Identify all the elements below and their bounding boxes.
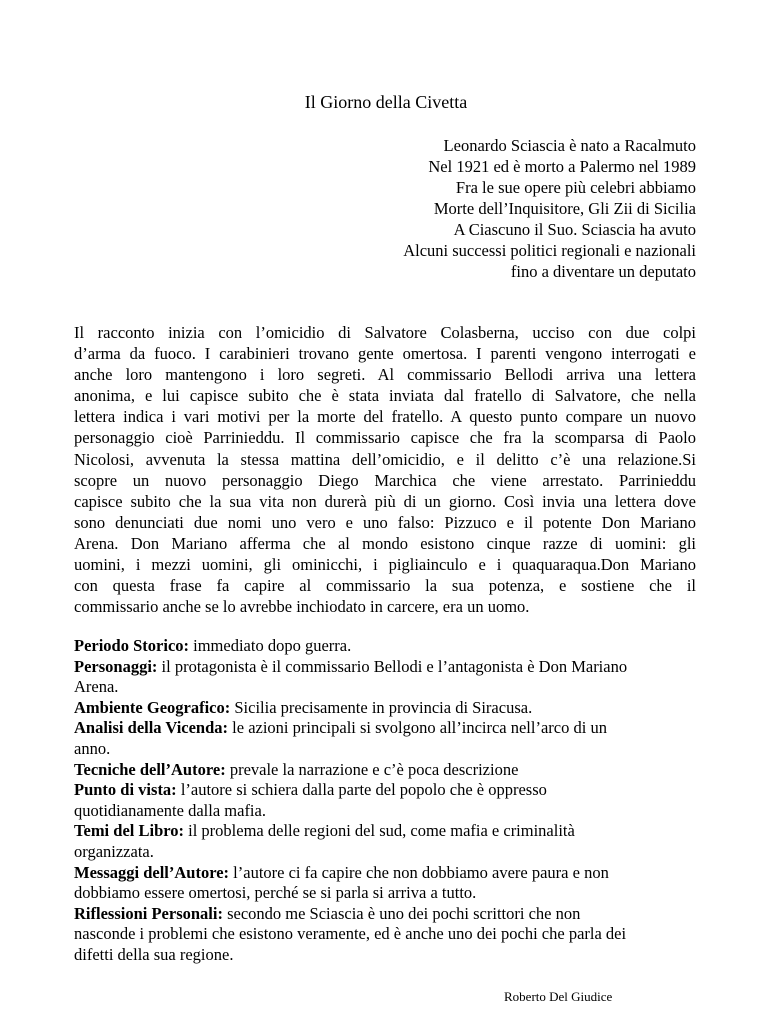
field-messaggi-autore (74, 863, 696, 884)
field-value: le azioni principali si svolgono all’incirca nell’arco di un (228, 718, 607, 738)
intro-line: A Ciascuno il Suo. Sciascia ha avuto (453, 220, 696, 239)
field-temi-libro-cont: organizzata. (74, 841, 154, 861)
field-analisi-vicenda-cont: anno. (74, 738, 111, 758)
document-title: Il Giorno della Civetta (304, 92, 468, 112)
story-line: Nicolosi, avvenuta la stessa mattina dell’omicidio, e il delitto c’è una relazione.Si (74, 449, 696, 469)
story-line: anonima, e lui capisce subito che è stata inviata dal fratello di Salvatore, che nella (74, 386, 696, 406)
field-value: l’autore ci fa capire che non dobbiamo avere paura e non (229, 862, 609, 882)
field-punto-di-vista (74, 780, 696, 801)
story-line: Arena. Don Mariano afferma che al mondo esistono cinque razze di uomini: gli (74, 533, 696, 553)
story-line: capisce subito che la sua vita non durerà più di un giorno. Così invia una lettera dove (74, 491, 696, 511)
field-label: Tecniche dell’Autore: (74, 759, 226, 779)
field-tecniche-autore (74, 760, 696, 781)
field-personaggi (74, 657, 696, 678)
author-signature: Roberto Del Giudice (504, 989, 613, 1004)
field-value: l’autore si schiera dalla parte del popolo che è oppresso (176, 780, 547, 800)
field-analisi-vicenda (74, 718, 696, 739)
field-messaggi-autore-cont: dobbiamo essere omertosi, perché se si parla si arriva a tutto. (74, 883, 477, 903)
field-value: secondo me Sciascia è uno dei pochi scrittori che non (222, 903, 581, 923)
field-label: Periodo Storico: (74, 636, 190, 655)
story-line: commissario anche se lo avrebbe inchiodato in carcere, era un uomo. (74, 597, 530, 617)
story-line: lettera indica i vari motivi per la morte del fratello. A questo punto compare un nuovo (74, 407, 696, 427)
field-label: Riflessioni Personali: (74, 903, 223, 923)
field-temi-libro (74, 821, 696, 842)
field-personaggi-cont: Arena. (74, 677, 119, 697)
analysis-fields (74, 636, 696, 966)
story-line: scopre un nuovo personaggio Diego Marchica che viene arrestato. Parrinieddu (74, 470, 696, 490)
story-summary (74, 322, 696, 617)
field-value: il problema delle regioni del sud, come mafia e criminalità (184, 821, 575, 841)
field-label: Ambiente Geografico: (74, 697, 231, 717)
story-line: personaggio cioè Parrinieddu. Il commissario capisce che fra la scomparsa di Paolo (74, 428, 696, 448)
field-label: Messaggi dell’Autore: (74, 862, 230, 882)
intro-line: fino a diventare un deputato (510, 262, 696, 281)
field-label: Punto di vista: (74, 780, 177, 800)
story-line: con questa frase fa capire al commissario la sua potenza, e sostiene che il (74, 576, 696, 596)
field-label: Personaggi: (74, 656, 158, 676)
field-riflessioni-personali-cont: difetti della sua regione. (74, 944, 234, 964)
story-line: uomini, i mezzi uomini, gli ominicchi, i pigliainculo e i quaquaraqua.Don Mariano (74, 555, 696, 575)
field-riflessioni-personali-cont: nasconde i problemi che esistono veramente, ed è anche uno dei pochi che parla dei (74, 924, 627, 944)
field-value: Sicilia precisamente in provincia di Siracusa. (230, 697, 533, 717)
story-line: anche loro mantengono i loro segreti. Al commissario Bellodi arriva una lettera (74, 365, 696, 385)
field-ambiente-geografico (74, 698, 696, 719)
intro-line: Leonardo Sciascia è nato a Racalmuto (443, 136, 696, 155)
intro-line: Morte dell’Inquisitore, Gli Zii di Sicilia (433, 199, 696, 218)
field-value: immediato dopo guerra. (189, 636, 352, 655)
intro-line: Nel 1921 ed è morto a Palermo nel 1989 (428, 157, 696, 176)
field-riflessioni-personali (74, 904, 696, 925)
field-punto-di-vista-cont: quotidianamente dalla mafia. (74, 800, 266, 820)
story-line: Il racconto inizia con l’omicidio di Salvatore Colasberna, ucciso con due colpi (74, 323, 696, 342)
author-intro (276, 135, 696, 282)
field-label: Temi del Libro: (74, 821, 185, 841)
field-periodo-storico (74, 636, 696, 657)
field-label: Analisi della Vicenda: (74, 718, 229, 738)
intro-line: Alcuni successi politici regionali e nazionali (403, 241, 696, 260)
intro-line: Fra le sue opere più celebri abbiamo (455, 178, 696, 197)
field-value: prevale la narrazione e c’è poca descrizione (225, 759, 519, 779)
story-line: d’arma da fuoco. I carabinieri trovano gente omertosa. I parenti vengono interrogati e (74, 344, 696, 364)
field-value: il protagonista è il commissario Bellodi e l’antagonista è Don Mariano (157, 656, 628, 676)
story-line: sono denunciati due nomi uno vero e uno falso: Pizzuco e il potente Don Mariano (74, 512, 696, 532)
